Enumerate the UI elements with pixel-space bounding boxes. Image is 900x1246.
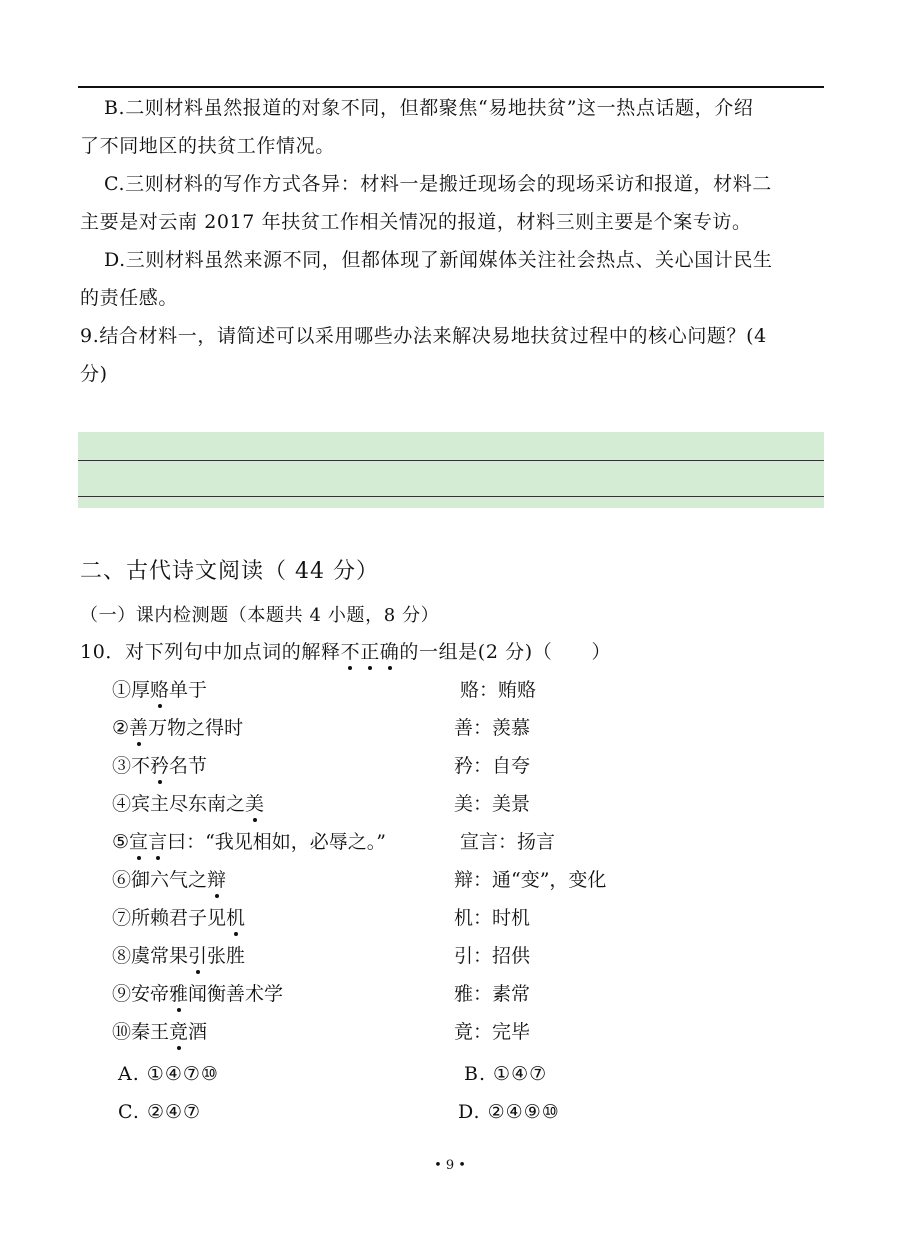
q8-option-d-line1: D.三则材料虽然来源不同，但都体现了新闻媒体关注社会热点、关心国计民生 <box>104 249 773 271</box>
q10-item-question <box>112 678 207 702</box>
section-title: 二、古代诗文阅读（ 44 分） <box>80 559 379 584</box>
q8-option-c-line1: C.三则材料的写作方式各异：材料一是搬迁现场会的现场采访和报道，材料二 <box>104 173 772 195</box>
q8-option-d-line2: 的责任感。 <box>80 287 179 309</box>
q9-answer-area[interactable] <box>78 432 824 508</box>
q10-option-c[interactable]: C. ②④⑦ <box>118 1101 202 1123</box>
q10-stem-text: 10．对下列句中加点词的解释 <box>80 641 341 663</box>
dotted-char: 宣 <box>129 831 149 853</box>
item-text: 名节 <box>169 755 208 777</box>
q10-item-answer: 赂：贿赂 <box>460 679 537 701</box>
item-text: ①厚 <box>112 679 151 701</box>
section-subtitle: （一）课内检测题（本题共 4 小题，8 分） <box>80 605 440 626</box>
item-text: ⑤ <box>112 831 130 853</box>
q10-item-answer: 辩：通“变”，变化 <box>454 869 607 891</box>
dotted-char: 善 <box>129 717 149 739</box>
item-text: 曰：“我见相如，必辱之。” <box>167 831 387 853</box>
q10-item-question <box>112 982 283 1006</box>
item-text: 万物之得时 <box>148 717 244 739</box>
q10-item-question <box>112 830 386 854</box>
item-text: ⑧虞常果 <box>112 945 189 967</box>
q8-option-b-line2: 了不同地区的扶贫工作情况。 <box>80 135 335 157</box>
item-text: 闻衡善术学 <box>188 983 284 1005</box>
dotted-char: 确 <box>379 641 400 663</box>
item-text: 酒 <box>188 1021 208 1043</box>
dotted-char: 正 <box>360 641 380 663</box>
item-text: 单于 <box>169 679 208 701</box>
q10-item-answer: 美：美景 <box>454 793 531 815</box>
top-rule <box>78 86 824 88</box>
page-number: • 9 • <box>434 1158 466 1173</box>
item-text: ⑨安帝 <box>112 983 170 1005</box>
q10-option-a[interactable]: A. ①④⑦⑩ <box>118 1063 219 1085</box>
item-text: ⑦所赖君子见 <box>112 907 227 929</box>
q10-item-question <box>112 1020 207 1044</box>
q10-item-answer: 善：羡慕 <box>454 717 531 739</box>
item-text: ⑥御六气之 <box>112 869 208 891</box>
dotted-char: 辩 <box>207 869 227 891</box>
q10-item-question <box>112 906 245 930</box>
item-text: ② <box>112 717 130 739</box>
q10-item-question <box>112 944 245 968</box>
dotted-char: 赂 <box>150 679 170 701</box>
q10-item-answer: 宣言：扬言 <box>460 831 556 853</box>
dotted-char: 言 <box>148 831 168 853</box>
q9-line1: 9.结合材料一，请简述可以采用哪些办法来解决易地扶贫过程中的核心问题？(4 <box>80 325 767 347</box>
q10-item-question <box>112 868 226 892</box>
dotted-char: 美 <box>245 793 265 815</box>
q10-item-answer: 竟：完毕 <box>454 1021 531 1043</box>
item-text: 张胜 <box>207 945 246 967</box>
item-text: ④宾主尽东南之 <box>112 793 246 815</box>
answer-line <box>78 496 824 497</box>
q8-option-b-line1: B.二则材料虽然报道的对象不同，但都聚焦“易地扶贫”这一热点话题，介绍 <box>104 97 754 119</box>
q10-stem <box>80 640 611 664</box>
dotted-char: 不 <box>340 641 361 663</box>
q10-option-d[interactable]: D. ②④⑨⑩ <box>458 1101 560 1123</box>
q10-item-question <box>112 754 207 778</box>
q10-item-answer: 雅：素常 <box>454 983 531 1005</box>
answer-line <box>78 460 824 461</box>
dotted-char: 引 <box>188 945 208 967</box>
q10-item-question <box>112 792 264 816</box>
q8-option-c-line2: 主要是对云南 2017 年扶贫工作相关情况的报道，材料三则主要是个案专访。 <box>80 211 752 233</box>
q10-stem-tail: 的一组是(2 分)（ ） <box>399 641 612 663</box>
q10-item-answer: 引：招供 <box>454 945 531 967</box>
dotted-char: 矜 <box>150 755 170 777</box>
dotted-char: 机 <box>226 907 246 929</box>
dotted-char: 雅 <box>169 983 189 1005</box>
q10-item-answer: 矜：自夸 <box>454 755 531 777</box>
q10-item-question <box>112 716 243 740</box>
q10-option-b[interactable]: B. ①④⑦ <box>464 1063 548 1085</box>
dotted-char: 竟 <box>169 1021 189 1043</box>
q9-line2: 分) <box>80 363 108 385</box>
item-text: ⑩秦王 <box>112 1021 170 1043</box>
item-text: ③不 <box>112 755 151 777</box>
q10-item-answer: 机：时机 <box>454 907 531 929</box>
